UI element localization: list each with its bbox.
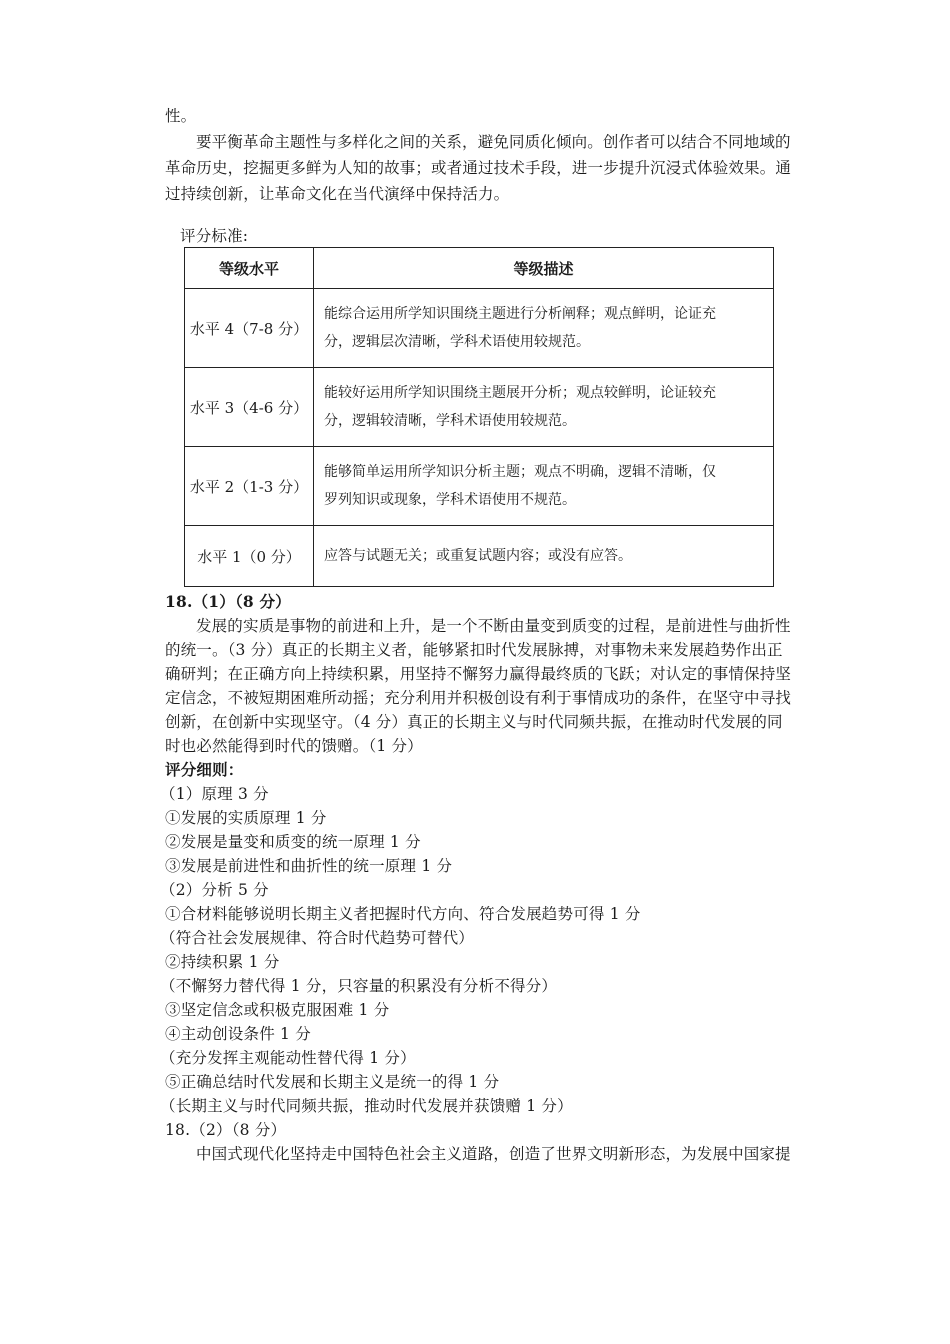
scoring-detail: ②持续积累 1 分 (165, 953, 280, 971)
q18-1-para-line: 的统一。（3 分）真正的长期主义者，能够紧扣时代发展脉搏，对事物未来发展趋势作出正 (165, 641, 783, 659)
rubric-desc-line: 分，逻辑较清晰，学科术语使用较规范。 (324, 413, 576, 429)
scoring-detail: （符合社会发展规律、符合时代趋势可替代） (160, 929, 475, 947)
rubric-desc (314, 526, 774, 587)
intro-para-line: 过持续创新，让革命文化在当代演绎中保持活力。 (165, 185, 510, 203)
rubric-desc (314, 368, 774, 447)
q18-2-first-line: 中国式现代化坚持走中国特色社会主义道路，创造了世界文明新形态，为发展中国家提 (196, 1145, 791, 1163)
rubric-header-level: 等级水平 (185, 248, 314, 289)
scoring-detail: ①发展的实质原理 1 分 (165, 809, 327, 827)
scoring-detail: （2）分析 5 分 (160, 881, 269, 899)
intro-para-line: 革命历史，挖掘更多鲜为人知的故事；或者通过技术手段，进一步提升沉浸式体验效果。通 (165, 159, 792, 177)
scoring-detail: ①合材料能够说明长期主义者把握时代方向、符合发展趋势可得 1 分 (165, 905, 641, 923)
rubric-desc-line: 能综合运用所学知识围绕主题进行分析阐释；观点鲜明，论证充 (324, 306, 716, 322)
rubric-desc (314, 289, 774, 368)
rubric-desc-line: 应答与试题无关；或重复试题内容；或没有应答。 (324, 548, 632, 564)
q18-1-para-line: 创新，在创新中实现坚守。（4 分）真正的长期主义与时代同频共振，在推动时代发展的同 (165, 713, 783, 731)
intro-line-1: 性。 (165, 107, 197, 125)
rubric-row (185, 289, 774, 368)
rubric-row (185, 447, 774, 526)
rubric-desc-line: 罗列知识或现象，学科术语使用不规范。 (324, 492, 576, 508)
rubric-level: 水平 2（1-3 分） (185, 447, 314, 526)
q18-1-heading: 18.（1）（8 分） (165, 592, 291, 611)
rubric-level: 水平 1（0 分） (185, 526, 314, 587)
scoring-detail: （不懈努力替代得 1 分，只容量的积累没有分析不得分） (160, 977, 558, 995)
intro-para-line: 要平衡革命主题性与多样化之间的关系，避免同质化倾向。创作者可以结合不同地域的 (196, 133, 791, 151)
rubric-level: 水平 3（4-6 分） (185, 368, 314, 447)
rubric-desc-line: 能够简单运用所学知识分析主题；观点不明确，逻辑不清晰，仅 (324, 464, 716, 480)
rubric-title: 评分标准: (180, 227, 249, 245)
rubric-table (184, 247, 774, 587)
scoring-detail: ②发展是量变和质变的统一原理 1 分 (165, 833, 421, 851)
rubric-level: 水平 4（7-8 分） (185, 289, 314, 368)
scoring-detail: ③发展是前进性和曲折性的统一原理 1 分 (165, 857, 453, 875)
rubric-desc-line: 分，逻辑层次清晰，学科术语使用较规范。 (324, 334, 590, 350)
rubric-desc (314, 447, 774, 526)
scoring-detail: （1）原理 3 分 (160, 785, 269, 803)
scoring-detail: （充分发挥主观能动性替代得 1 分） (160, 1049, 416, 1067)
scoring-detail: ③坚定信念或积极克服困难 1 分 (165, 1001, 390, 1019)
rubric-header-desc: 等级描述 (314, 248, 774, 289)
rubric-row (185, 368, 774, 447)
rubric-desc-line: 能较好运用所学知识围绕主题展开分析；观点较鲜明，论证较充 (324, 385, 716, 401)
q18-1-para-line: 发展的实质是事物的前进和上升，是一个不断由量变到质变的过程，是前进性与曲折性 (196, 617, 791, 635)
scoring-detail: （长期主义与时代同频共振，推动时代发展并获馈赠 1 分） (160, 1097, 573, 1115)
q18-1-para-line: 定信念，不被短期困难所动摇；充分利用并积极创设有利于事情成功的条件，在坚守中寻找 (165, 689, 792, 707)
q18-1-para-line: 时也必然能得到时代的馈赠。（1 分） (165, 737, 423, 755)
q18-1-para-line: 确研判；在正确方向上持续积累，用坚持不懈努力赢得最终质的飞跃；对认定的事情保持坚 (165, 665, 792, 683)
scoring-detail-title: 评分细则： (165, 760, 244, 779)
rubric-row (185, 526, 774, 587)
rubric-header-row (185, 248, 774, 289)
scoring-detail: ⑤正确总结时代发展和长期主义是统一的得 1 分 (165, 1073, 500, 1091)
q18-2-heading: 18.（2）（8 分） (165, 1121, 287, 1139)
scoring-detail: ④主动创设条件 1 分 (165, 1025, 311, 1043)
